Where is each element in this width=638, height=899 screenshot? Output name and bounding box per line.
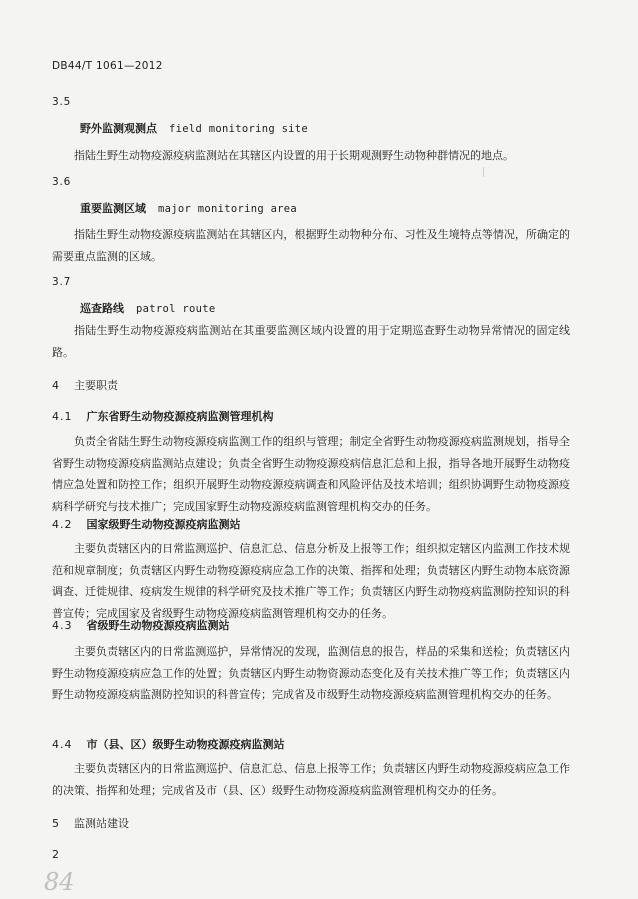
term-zh: 巡查路线 bbox=[80, 302, 124, 315]
clause-number-3-5: 3.5 bbox=[52, 96, 72, 108]
section-title: 市（县、区）级野生动物疫源疫病监测站 bbox=[86, 738, 285, 751]
definition-3-5: 指陆生野生动物疫源疫病监测站在其辖区内设置的用于长期观测野生动物种群情况的地点。 bbox=[74, 149, 514, 162]
section-title: 省级野生动物疫源疫病监测站 bbox=[86, 619, 230, 632]
scan-artifact bbox=[483, 167, 484, 177]
section-heading-4 bbox=[52, 377, 118, 393]
term-en: patrol route bbox=[136, 303, 216, 315]
section-body-4-2: 主要负责辖区内的日常监测巡护、信息汇总、信息分析及上报等工作；组织拟定辖区内监测工作技术规范和规章制度；负责辖区内野生动物疫源疫病应急工作的决策、指挥和处理；负责辖区内野生动物本底资源调查、迁徙规律、疫病发生规律的科学研究及技术推广等工作；负责辖区内野生动物疫病监测防控知识的科普宣传；完成国家及省级野生动物疫源疫病监测管理机构交办的任务。 bbox=[52, 542, 570, 620]
section-heading-5 bbox=[52, 815, 129, 831]
clause-number-3-7: 3.7 bbox=[52, 276, 72, 288]
section-heading-4-4 bbox=[52, 736, 285, 752]
page-number: 2 bbox=[52, 848, 59, 861]
definition-3-6: 指陆生野生动物疫源疫病监测站在其辖区内，根据野生动物种分布、习性及生境特点等情况，所确定的需要重点监测的区域。 bbox=[52, 228, 570, 263]
section-body-4-1: 负责全省陆生野生动物疫源疫病监测工作的组织与管理；制定全省野生动物疫源疫病监测规划，指导全省野生动物疫源疫病监测站点建设；负责全省野生动物疫源疫病信息汇总和上报，指导各地开展野生动物疫情应急处置和防控工作；组织开展野生动物疫源疫病调查和风险评估及技术培训；组织协调野生动物疫源疫病科学研究与技术推广；完成国家野生动物疫源疫病监测管理机构交办的任务。 bbox=[52, 435, 570, 513]
definition-3-7: 指陆生野生动物疫源疫病监测站在其重要监测区域内设置的用于定期巡查野生动物异常情况的固定线路。 bbox=[52, 324, 570, 359]
section-heading-4-3 bbox=[52, 617, 230, 633]
section-title: 国家级野生动物疫源疫病监测站 bbox=[86, 518, 241, 531]
section-title: 监测站建设 bbox=[74, 817, 129, 830]
section-title: 广东省野生动物疫源疫病监测管理机构 bbox=[86, 410, 274, 423]
section-title: 主要职责 bbox=[74, 379, 118, 392]
term-3-7 bbox=[80, 300, 215, 316]
clause-number-3-6: 3.6 bbox=[52, 176, 72, 188]
section-body-4-4: 主要负责辖区内的日常监测巡护、信息汇总、信息上报等工作；负责辖区内野生动物疫源疫病应急工作的决策、指挥和处理；完成省及市（县、区）级野生动物疫源疫病监测管理机构交办的任务。 bbox=[52, 762, 570, 797]
term-en: major monitoring area bbox=[158, 203, 298, 215]
section-number: 4.3 bbox=[52, 619, 73, 632]
section-body-4-3: 主要负责辖区内的日常监测巡护，异常情况的发现，监测信息的报告，样品的采集和送检；负责辖区内野生动物疫源疫病应急工作的处置；负责辖区内野生动物资源动态变化及有关技术推广等工作；负责辖区内野生动物疫源疫病监测防控知识的科普宣传；完成省及市级野生动物疫源疫病监测管理机构交办的任务。 bbox=[52, 645, 570, 701]
section-number: 4.1 bbox=[52, 410, 73, 423]
section-number: 4.4 bbox=[52, 738, 73, 751]
section-heading-4-2 bbox=[52, 516, 241, 532]
standard-code: DB44/T 1061—2012 bbox=[52, 60, 163, 72]
term-3-6 bbox=[80, 200, 297, 216]
section-number: 4.2 bbox=[52, 518, 73, 531]
term-3-5 bbox=[80, 120, 308, 136]
term-zh: 野外监测观测点 bbox=[80, 122, 157, 135]
handwritten-page-mark: 84 bbox=[44, 868, 75, 896]
term-en: field monitoring site bbox=[169, 123, 309, 135]
term-zh: 重要监测区域 bbox=[80, 202, 146, 215]
section-number: 5 bbox=[52, 817, 60, 830]
section-heading-4-1 bbox=[52, 408, 274, 424]
section-number: 4 bbox=[52, 379, 60, 392]
